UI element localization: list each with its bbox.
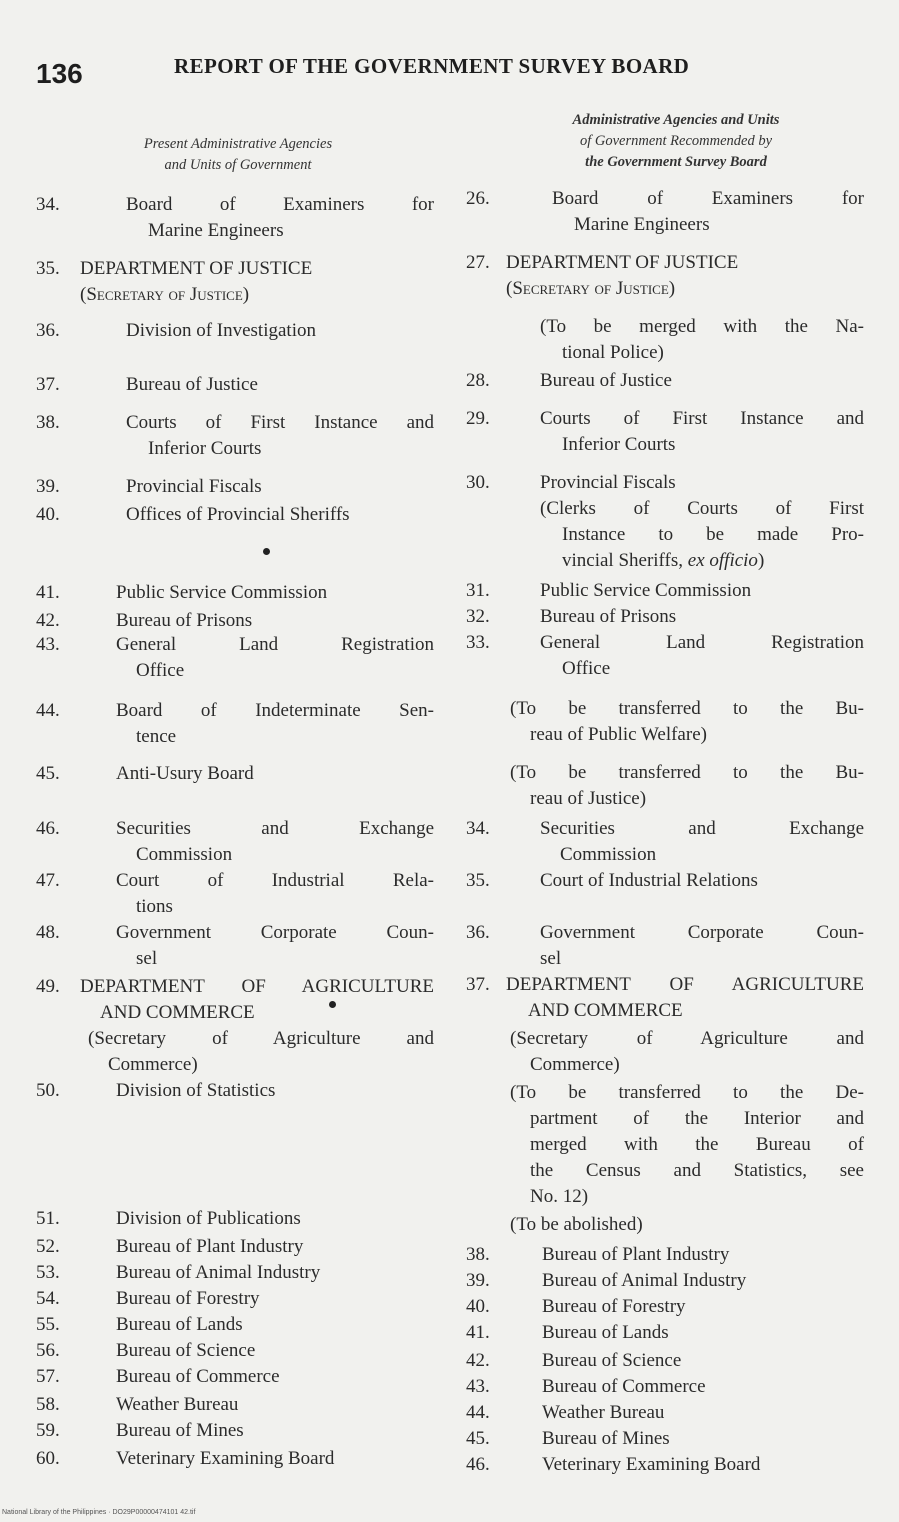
entry-line: Board of Examiners for [552,188,864,209]
entry-number: 56. [36,1340,60,1361]
entry-number: 42. [466,1350,490,1371]
entry-text [88,1026,434,1078]
entry-text [542,1242,864,1268]
entry-text [116,816,434,868]
entry-line: Office [562,658,611,679]
entry-number: 26. [466,188,490,209]
entry-line: Bureau of Mines [116,1420,244,1441]
entry-text [80,974,434,1026]
entry-text [540,578,864,604]
entry-line: Bureau of Lands [542,1322,669,1343]
entry-number: 45. [466,1428,490,1449]
entry-text [542,1426,864,1452]
entry-number: 42. [36,610,60,631]
entry-text [542,1320,864,1346]
entry-line: reau of Public Welfare) [530,724,707,745]
entry-line: DEPARTMENT OF AGRICULTURE [80,976,434,997]
entry-number: 46. [466,1454,490,1475]
entry-line: Provincial Fiscals [126,476,262,497]
entry-number: 50. [36,1080,60,1101]
entry-line: Securities and Exchange [116,818,434,839]
entry-line: Bureau of Science [116,1340,256,1361]
left-column-heading [88,134,388,176]
entry-line: Office [136,660,185,681]
entry-line: (To be merged with the Na- [540,316,864,337]
entry-text [116,1338,434,1364]
entry-text [542,1452,864,1478]
entry-text [542,1294,864,1320]
entry-line: Anti-Usury Board [116,763,254,784]
entry-number: 34. [466,818,490,839]
entry-line: (Secretary of Agriculture and [510,1028,864,1049]
entry-text [126,372,434,398]
right-column-heading [496,110,856,173]
entry-number: 44. [466,1402,490,1423]
entry-number: 47. [36,870,60,891]
entry-line: Bureau of Forestry [116,1288,260,1309]
entry-text [540,368,864,394]
entry-number: 58. [36,1394,60,1415]
entry-line: Bureau of Plant Industry [542,1244,730,1265]
entry-text [116,1418,434,1444]
entry-line: sel [136,948,158,969]
entry-line: Offices of Provincial Sheriffs [126,504,350,525]
entry-number: 33. [466,632,490,653]
entry-line: vincial Sheriffs, ex officio) [562,550,765,571]
entry-line: Bureau of Forestry [542,1296,686,1317]
entry-text [540,496,864,574]
entry-number: 39. [36,476,60,497]
entry-text [540,604,864,630]
running-head: REPORT OF THE GOVERNMENT SURVEY BOARD [174,54,690,78]
right-heading-line: of Government Recommended by [579,133,773,149]
entry-line: Bureau of Plant Industry [116,1236,304,1257]
entry-line: (To be transferred to the Bu- [510,762,864,783]
entry-text [540,406,864,458]
entry-text [540,470,864,496]
entry-line: (Secretary of Justice) [506,278,676,299]
entry-number: 34. [36,194,60,215]
entry-number: 32. [466,606,490,627]
entry-line: Government Corporate Coun- [116,922,434,943]
entry-line: Instance to be made Pro- [562,524,864,545]
entry-line: Bureau of Justice [126,374,258,395]
entry-line: Inferior Courts [148,438,262,459]
entry-text [116,761,434,787]
entry-line: General Land Registration [540,632,864,653]
entry-text [116,1312,434,1338]
entry-line: Bureau of Commerce [542,1376,706,1397]
entry-text [116,1206,434,1232]
entry-text [510,760,864,812]
entry-line: Division of Publications [116,1208,301,1229]
entry-text [510,1212,864,1238]
entry-line: Courts of First Instance and [126,412,434,433]
entry-line: (To be abolished) [510,1214,643,1235]
entry-number: 54. [36,1288,60,1309]
entry-line: Court of Industrial Rela- [116,870,434,891]
entry-number: 37. [466,974,490,995]
entry-number: 46. [36,818,60,839]
entry-line: DEPARTMENT OF AGRICULTURE [506,974,864,995]
entry-line: Government Corporate Coun- [540,922,864,943]
entry-text [542,1268,864,1294]
entry-text [506,250,864,302]
entry-line: tional Police) [562,342,664,363]
entry-text [116,868,434,920]
entry-line: Weather Bureau [116,1394,239,1415]
entry-text [116,608,434,634]
entry-text [540,920,864,972]
entry-text [552,186,864,238]
entry-text [506,972,864,1024]
entry-line: Commission [136,844,233,865]
entry-text [116,698,434,750]
entry-text [540,816,864,868]
entry-line: Bureau of Prisons [116,610,253,631]
entry-line: Bureau of Animal Industry [116,1262,321,1283]
entry-line: Bureau of Science [542,1350,682,1371]
entry-line: Bureau of Prisons [540,606,677,627]
scan-footer: National Library of the Philippines · DO29P00000474101 42.tif [2,1509,196,1516]
entry-number: 52. [36,1236,60,1257]
entry-number: 57. [36,1366,60,1387]
entry-number: 36. [466,922,490,943]
entry-number: 39. [466,1270,490,1291]
entry-line: Bureau of Justice [540,370,672,391]
entry-line: Marine Engineers [148,220,284,241]
entry-line: Commerce) [108,1054,198,1075]
entry-text [540,630,864,682]
entry-text [126,410,434,462]
entry-line: No. 12) [530,1186,589,1207]
entry-text [116,1260,434,1286]
entry-line: tence [136,726,177,747]
entry-line: DEPARTMENT OF JUSTICE [80,258,313,279]
entry-line: Commerce) [530,1054,620,1075]
ink-mark [329,1001,336,1008]
entry-text [80,256,434,308]
entry-line: Bureau of Lands [116,1314,243,1335]
entry-line: (Secretary of Justice) [80,284,250,305]
entry-number: 30. [466,472,490,493]
right-heading-line: the Government Survey Board [585,154,767,170]
entry-line: Marine Engineers [574,214,710,235]
entry-text [510,1026,864,1078]
entry-text [116,1392,434,1418]
entry-number: 48. [36,922,60,943]
entry-text [510,1080,864,1210]
entry-line: (Clerks of Courts of First [540,498,864,519]
entry-number: 36. [36,320,60,341]
entry-number: 49. [36,976,60,997]
entry-number: 38. [466,1244,490,1265]
entry-number: 51. [36,1208,60,1229]
entry-number: 35. [466,870,490,891]
entry-line: partment of the Interior and [530,1108,864,1129]
entry-text [116,580,434,606]
entry-number: 45. [36,763,60,784]
entry-text [126,318,434,344]
entry-line: AND COMMERCE [100,1002,255,1023]
entry-number: 60. [36,1448,60,1469]
entry-line: Division of Investigation [126,320,316,341]
entry-text [116,920,434,972]
entry-line: Division of Statistics [116,1080,276,1101]
ink-mark [263,548,270,555]
entry-number: 41. [466,1322,490,1343]
entry-text [126,192,434,244]
entry-line: Bureau of Animal Industry [542,1270,747,1291]
entry-text [126,474,434,500]
entry-line: Bureau of Commerce [116,1366,280,1387]
entry-number: 29. [466,408,490,429]
entry-text [116,1234,434,1260]
entry-line: merged with the Bureau of [530,1134,864,1155]
entry-text [116,632,434,684]
left-heading-line: and Units of Government [164,157,312,173]
entry-line: Courts of First Instance and [540,408,864,429]
entry-line: Public Service Commission [116,582,328,603]
entry-text [116,1446,434,1472]
entry-number: 31. [466,580,490,601]
entry-number: 37. [36,374,60,395]
entry-number: 35. [36,258,60,279]
entry-line: (To be transferred to the Bu- [510,698,864,719]
entry-line: Securities and Exchange [540,818,864,839]
entry-number: 40. [36,504,60,525]
entry-text [116,1364,434,1390]
entry-number: 41. [36,582,60,603]
entry-text [542,1374,864,1400]
entry-line: tions [136,896,173,917]
entry-line: Veterinary Examining Board [116,1448,335,1469]
right-heading-line: Administrative Agencies and Units [572,112,780,128]
entry-number: 38. [36,412,60,433]
entry-line: sel [540,948,562,969]
entry-text [542,1400,864,1426]
entry-number: 43. [36,634,60,655]
entry-text [126,502,434,528]
entry-line: General Land Registration [116,634,434,655]
page-number: 136 [36,58,83,89]
entry-line: the Census and Statistics, see [530,1160,864,1181]
entry-line: Veterinary Examining Board [542,1454,761,1475]
entry-text [542,1348,864,1374]
entry-line: Board of Indeterminate Sen- [116,700,434,721]
entry-line: Court of Industrial Relations [540,870,758,891]
entry-number: 43. [466,1376,490,1397]
entry-line: Inferior Courts [562,434,676,455]
entry-line: Commission [560,844,657,865]
entry-text [540,314,864,366]
entry-number: 55. [36,1314,60,1335]
entry-line: Board of Examiners for [126,194,434,215]
entry-text [540,868,864,894]
entry-line: Public Service Commission [540,580,752,601]
entry-line: Bureau of Mines [542,1428,670,1449]
entry-line: Provincial Fiscals [540,472,676,493]
entry-number: 44. [36,700,60,721]
entry-text [116,1078,434,1104]
entry-line: AND COMMERCE [528,1000,683,1021]
entry-number: 59. [36,1420,60,1441]
entry-text [116,1286,434,1312]
entry-line: Weather Bureau [542,1402,665,1423]
entry-number: 27. [466,252,490,273]
entry-line: (To be transferred to the De- [510,1082,864,1103]
entry-line: (Secretary of Agriculture and [88,1028,434,1049]
entry-line: DEPARTMENT OF JUSTICE [506,252,739,273]
entry-number: 40. [466,1296,490,1317]
entry-number: 53. [36,1262,60,1283]
entry-text [510,696,864,748]
left-heading-line: Present Administrative Agencies [143,136,333,152]
entry-number: 28. [466,370,490,391]
entry-line: reau of Justice) [530,788,647,809]
